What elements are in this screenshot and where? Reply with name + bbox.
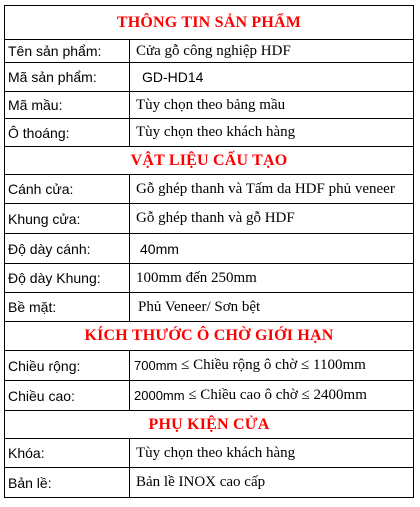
section-title-materials: VẬT LIỆU CẤU TẠO bbox=[5, 147, 413, 175]
row-label: Ô thoáng: bbox=[5, 119, 130, 146]
row-label: Tên sản phẩm: bbox=[5, 40, 130, 62]
product-spec-table bbox=[4, 5, 414, 498]
row-value: 40mm bbox=[140, 240, 179, 257]
row-label: Chiều rộng: bbox=[5, 351, 130, 380]
table-row bbox=[5, 293, 413, 322]
section-title-product-info: THÔNG TIN SẢN PHẨM bbox=[5, 6, 413, 40]
min-value: 2000mm bbox=[134, 388, 185, 403]
row-label: Khóa: bbox=[5, 439, 130, 467]
table-row bbox=[5, 351, 413, 381]
range-text: ≤ Chiều rộng ô chờ ≤ bbox=[177, 357, 313, 373]
row-label: Bản lề: bbox=[5, 468, 130, 497]
table-row bbox=[5, 63, 413, 92]
row-value: Cửa gỗ công nghiệp HDF bbox=[136, 42, 291, 59]
row-label: Mã sản phẩm: bbox=[5, 63, 130, 91]
section-title-accessories: PHỤ KIỆN CỬA bbox=[5, 411, 413, 439]
table-row bbox=[5, 119, 413, 147]
row-label: Độ dày Khung: bbox=[5, 264, 130, 292]
row-value bbox=[130, 351, 413, 380]
row-label: Khung cửa: bbox=[5, 204, 130, 233]
table-row bbox=[5, 234, 413, 264]
row-value: Bản lề INOX cao cấp bbox=[136, 474, 266, 490]
row-label: Độ dày cánh: bbox=[5, 234, 130, 263]
table-row bbox=[5, 175, 413, 204]
max-value: 1100mm bbox=[313, 357, 366, 373]
row-value: Gỗ ghép thanh và gỗ HDF bbox=[136, 210, 295, 226]
row-label: Cánh cửa: bbox=[5, 175, 130, 203]
row-value: 100mm đến 250mm bbox=[136, 269, 257, 286]
row-value: GD-HD14 bbox=[142, 69, 204, 85]
table-row bbox=[5, 264, 413, 293]
row-label: Bề mặt: bbox=[5, 293, 130, 321]
table-row bbox=[5, 381, 413, 411]
range-text: ≤ Chiều cao ô chờ ≤ bbox=[184, 387, 314, 403]
max-value: 2400mm bbox=[313, 387, 367, 403]
row-value: Gỗ ghép thanh và Tấm da HDF phủ veneer bbox=[136, 180, 395, 197]
row-value: Tùy chọn theo khách hàng bbox=[136, 124, 296, 140]
table-row bbox=[5, 40, 413, 63]
row-value: Tùy chọn theo khách hàng bbox=[136, 444, 296, 461]
row-value: Phủ Veneer/ Sơn bệt bbox=[138, 298, 261, 315]
table-row bbox=[5, 204, 413, 234]
row-value bbox=[130, 381, 413, 410]
table-row bbox=[5, 92, 413, 119]
row-value: Tùy chọn theo bảng mầu bbox=[136, 96, 286, 113]
table-row bbox=[5, 439, 413, 468]
min-value: 700mm bbox=[134, 358, 178, 373]
section-title-size-limits: KÍCH THƯỚC Ô CHỜ GIỚI HẠN bbox=[5, 322, 413, 351]
row-label: Mã mầu: bbox=[5, 92, 130, 118]
row-label: Chiều cao: bbox=[5, 381, 130, 410]
table-row bbox=[5, 468, 413, 497]
